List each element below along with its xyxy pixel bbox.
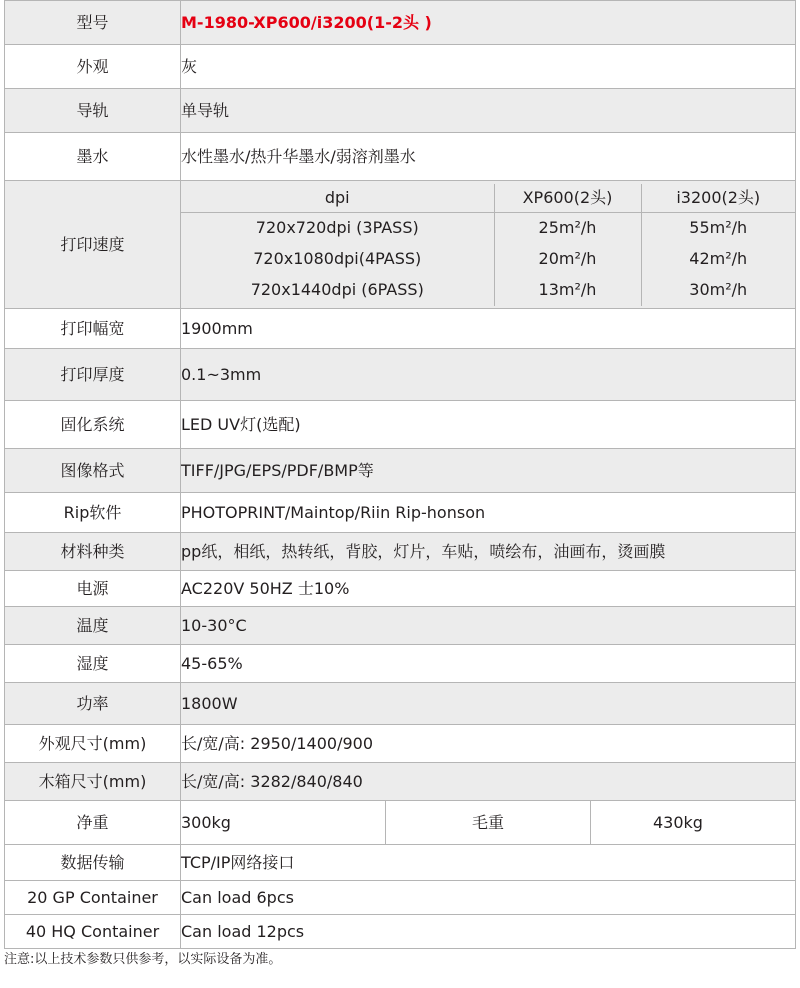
speed-label: 打印速度 xyxy=(5,181,181,309)
speed-i3200: 55m²/h xyxy=(641,212,795,244)
rip-value: PHOTOPRINT/Maintop/Riin Rip-honson xyxy=(181,493,796,533)
speed-header-xp600: XP600(2头) xyxy=(494,184,641,213)
gross-weight-value: 430kg xyxy=(591,801,796,845)
row-thickness xyxy=(5,349,796,401)
row-appearance xyxy=(5,45,796,89)
humidity-label: 湿度 xyxy=(5,645,181,683)
speed-header-row xyxy=(181,184,795,213)
humidity-value: 45-65% xyxy=(181,645,796,683)
row-temperature xyxy=(5,607,796,645)
box-value: 长/宽/高: 3282/840/840 xyxy=(181,763,796,801)
net-weight-label: 净重 xyxy=(5,801,181,845)
model-label: 型号 xyxy=(5,1,181,45)
40hq-label: 40 HQ Container xyxy=(5,915,181,949)
20gp-label: 20 GP Container xyxy=(5,881,181,915)
curing-value: LED UV灯(选配) xyxy=(181,401,796,449)
format-value: TIFF/JPG/EPS/PDF/BMP等 xyxy=(181,449,796,493)
transfer-label: 数据传输 xyxy=(5,845,181,881)
row-dimensions xyxy=(5,725,796,763)
rail-value: 单导轨 xyxy=(181,89,796,133)
speed-xp600: 20m²/h xyxy=(494,244,641,275)
box-label: 木箱尺寸(mm) xyxy=(5,763,181,801)
row-20gp xyxy=(5,881,796,915)
40hq-value: Can load 12pcs xyxy=(181,915,796,949)
width-value: 1900mm xyxy=(181,309,796,349)
speed-cell xyxy=(181,181,796,309)
row-power-supply xyxy=(5,571,796,607)
speed-xp600: 13m²/h xyxy=(494,275,641,306)
row-model xyxy=(5,1,796,45)
power-supply-label: 电源 xyxy=(5,571,181,607)
row-format xyxy=(5,449,796,493)
speed-xp600: 25m²/h xyxy=(494,212,641,244)
power-label: 功率 xyxy=(5,683,181,725)
speed-i3200: 30m²/h xyxy=(641,275,795,306)
speed-dpi: 720x1080dpi(4PASS) xyxy=(253,249,422,269)
ink-label: 墨水 xyxy=(5,133,181,181)
rail-label: 导轨 xyxy=(5,89,181,133)
speed-dpi: 720x1440dpi (6PASS) xyxy=(250,280,424,300)
material-value: pp纸，相纸，热转纸，背胶，灯片，车贴，喷绘布，油画布，烫画膜 xyxy=(181,533,796,571)
footnote: 注意:以上技术参数只供参考，以实际设备为准。 xyxy=(4,952,282,967)
speed-header-dpi: dpi xyxy=(181,184,494,213)
model-value: M-1980-XP600/i3200(1-2头 ) xyxy=(181,1,796,45)
temperature-value: 10-30°C xyxy=(181,607,796,645)
temperature-label: 温度 xyxy=(5,607,181,645)
width-label: 打印幅宽 xyxy=(5,309,181,349)
row-rip xyxy=(5,493,796,533)
speed-dpi: 720x720dpi (3PASS) xyxy=(255,218,419,238)
row-power xyxy=(5,683,796,725)
appearance-label: 外观 xyxy=(5,45,181,89)
row-transfer xyxy=(5,845,796,881)
dimensions-label: 外观尺寸(mm) xyxy=(5,725,181,763)
net-weight-value: 300kg xyxy=(181,801,386,845)
transfer-value: TCP/IP网络接口 xyxy=(181,845,796,881)
gross-weight-label: 毛重 xyxy=(386,801,591,845)
row-material xyxy=(5,533,796,571)
rip-label: Rip软件 xyxy=(5,493,181,533)
material-label: 材料种类 xyxy=(5,533,181,571)
power-value: 1800W xyxy=(181,683,796,725)
speed-header-i3200: i3200(2头) xyxy=(641,184,795,213)
speed-row xyxy=(181,212,795,244)
power-supply-value: AC220V 50HZ 士10% xyxy=(181,571,796,607)
row-ink xyxy=(5,133,796,181)
row-curing xyxy=(5,401,796,449)
speed-i3200: 42m²/h xyxy=(641,244,795,275)
20gp-value: Can load 6pcs xyxy=(181,881,796,915)
curing-label: 固化系统 xyxy=(5,401,181,449)
speed-table xyxy=(181,184,795,306)
speed-row xyxy=(181,244,795,275)
speed-row xyxy=(181,275,795,306)
row-40hq xyxy=(5,915,796,949)
appearance-value: 灰 xyxy=(181,45,796,89)
dimensions-value: 长/宽/高: 2950/1400/900 xyxy=(181,725,796,763)
row-box xyxy=(5,763,796,801)
thickness-value: 0.1~3mm xyxy=(181,349,796,401)
row-weight xyxy=(5,801,796,845)
row-speed xyxy=(5,181,796,309)
format-label: 图像格式 xyxy=(5,449,181,493)
thickness-label: 打印厚度 xyxy=(5,349,181,401)
ink-value: 水性墨水/热升华墨水/弱溶剂墨水 xyxy=(181,133,796,181)
spec-table xyxy=(4,0,796,949)
row-width xyxy=(5,309,796,349)
row-humidity xyxy=(5,645,796,683)
row-rail xyxy=(5,89,796,133)
